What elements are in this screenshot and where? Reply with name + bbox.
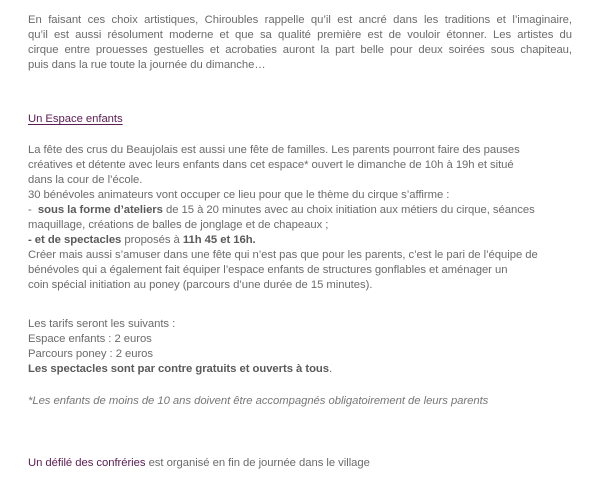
- defile-line: [28, 456, 588, 471]
- tarifs-paragraph: [28, 317, 588, 377]
- espace-line: 30 bénévoles animateurs vont occuper ce lieu pour que le thème du cirque s’affirme :: [28, 189, 450, 201]
- tarif-parcours-poney: Parcours poney : 2 euros: [28, 348, 154, 360]
- espace-enfants-heading-link[interactable]: Un Espace enfants: [28, 113, 123, 125]
- intro-line: qu’il est aussi résolument moderne et que sa qualité première est de vouloir étonner. Les artistes du: [28, 29, 572, 41]
- free-shows-line: [28, 362, 588, 377]
- spectacles-time-text: 11h 45 et 16h.: [182, 234, 256, 246]
- free-shows-bold-text: Les spectacles sont par contre gratuits et ouverts à tous: [28, 363, 330, 375]
- defile-rest-text: est organisé en fin de journée dans le village: [145, 457, 370, 469]
- atelier-continuation-line: maquillage, créations de balles de jonglage et de chapeaux ;: [28, 219, 329, 231]
- espace-line: Créer mais aussi s’amuser dans une fête qui n’est pas que pour les parents, c’est le pari de l’équipe de: [28, 249, 538, 261]
- tarif-espace-enfants: Espace enfants : 2 euros: [28, 333, 152, 345]
- atelier-rest-text: de 15 à 20 minutes avec au choix initiation aux métiers du cirque, séances: [162, 204, 535, 216]
- spectacles-middle-text: proposés à: [121, 234, 183, 246]
- espace-enfants-section-title: [28, 112, 588, 127]
- intro-line: cirque entre prouesses gestuelles et acrobaties auront la part belle pour deux soirées sous chapiteau,: [28, 44, 572, 56]
- tarifs-title: Les tarifs seront les suivants :: [28, 318, 176, 330]
- espace-enfants-paragraph: [28, 143, 588, 293]
- espace-line: créatives et détente avec leurs enfants dans cet espace* ouvert le dimanche de 10h à 19h et situé: [28, 159, 514, 171]
- atelier-bold-text: sous la forme d’ateliers: [37, 204, 163, 216]
- children-note: [28, 394, 588, 409]
- espace-line: La fête des crus du Beaujolais est aussi une fête de familles. Les parents pourront faire des pauses: [28, 144, 520, 156]
- intro-line: En faisant ces choix artistiques, Chiroubles rappelle qu’il est ancré dans les traditions et l’imaginaire,: [28, 14, 572, 26]
- spectacles-bold-text: - et de spectacles: [28, 234, 122, 246]
- atelier-prefix: -: [28, 204, 38, 216]
- defile-paragraph: [28, 456, 588, 471]
- espace-line: coin spécial initiation au poney (parcours d’une durée de 15 minutes).: [28, 279, 373, 291]
- espace-line: dans la cour de l’école.: [28, 174, 143, 186]
- espace-line: bénévoles qui a également fait équiper l’espace enfants de structures gonflables et aménager un: [28, 264, 508, 276]
- intro-paragraph: [28, 13, 588, 73]
- free-shows-end: .: [329, 363, 333, 375]
- atelier-line: [28, 203, 588, 218]
- intro-line: puis dans la rue toute la journée du dimanche…: [28, 59, 266, 71]
- defile-confreries-link[interactable]: Un défilé des confréries: [28, 457, 146, 469]
- children-note-text: *Les enfants de moins de 10 ans doivent être accompagnés obligatoirement de leurs parents: [28, 395, 489, 407]
- spectacles-line: [28, 233, 588, 248]
